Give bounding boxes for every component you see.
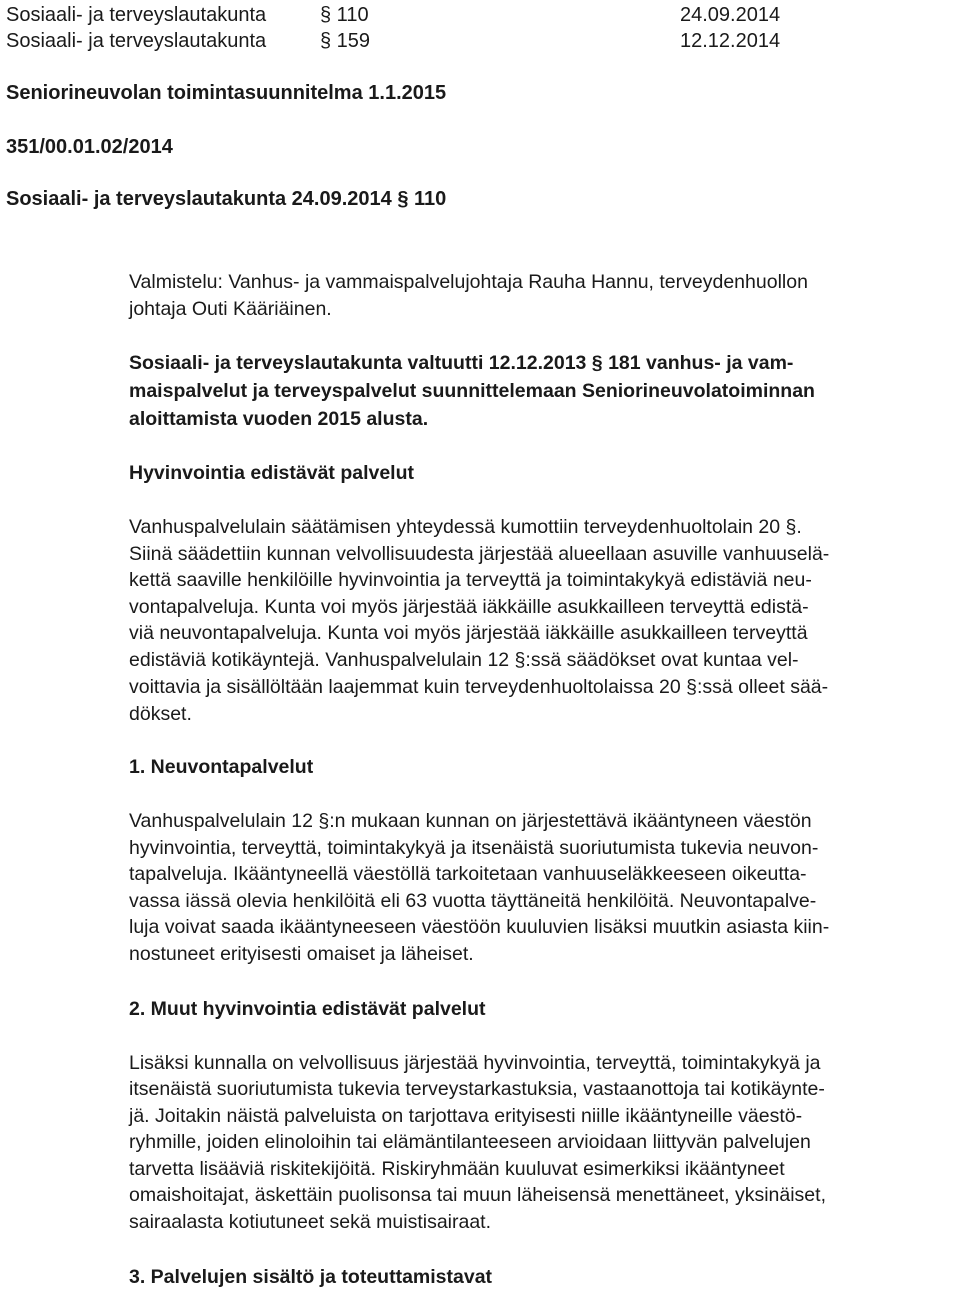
- paragraph-line: nostuneet erityisesti omaiset ja läheiset.: [129, 943, 474, 965]
- paragraph-line: Vanhuspalvelulain 12 §:n mukaan kunnan on järjestettävä ikääntyneen väestön: [129, 810, 812, 832]
- paragraph-line: omaishoitajat, äskettäin puolisonsa tai muun läheisensä menettäneet, yksinäiset,: [129, 1184, 826, 1206]
- header-date-1: 24.09.2014: [680, 4, 781, 26]
- mandate-line: maispalvelut ja terveyspalvelut suunnittelemaan Seniorineuvolatoiminnan: [129, 380, 815, 402]
- paragraph-line: jä. Joitakin näistä palveluista on tarjottava erityisesti niille ikääntyneille väestö-: [129, 1105, 803, 1127]
- section-heading-1: 1. Neuvontapalvelut: [129, 756, 314, 778]
- paragraph-line: hyvinvointia, terveyttä, toimintakykyä ja itsenäistä suoriutumista tukevia neuvon-: [129, 837, 819, 859]
- preparation-line: Valmistelu: Vanhus- ja vammaispalvelujohtaja Rauha Hannu, terveydenhuollon: [129, 271, 808, 293]
- paragraph-line: sairaalasta kotiutuneet sekä muistisairaat.: [129, 1211, 492, 1233]
- header-organ-1: Sosiaali- ja terveyslautakunta: [6, 4, 267, 26]
- diary-number: 351/00.01.02/2014: [6, 136, 173, 158]
- paragraph-line: kettä saaville henkilöille hyvinvointia ja terveyttä ja toimintakykyä edistäviä neu-: [129, 569, 812, 591]
- paragraph-line: viä neuvontapalveluja. Kunta voi myös järjestää iäkkäille asukkailleen terveyttä: [129, 622, 808, 644]
- header-organ-2: Sosiaali- ja terveyslautakunta: [6, 30, 267, 52]
- paragraph-line: tarvetta lisääviä riskitekijöitä. Riskiryhmään kuuluvat esimerkiksi ikääntyneet: [129, 1158, 785, 1180]
- document-title: Seniorineuvolan toimintasuunnitelma 1.1.2015: [6, 82, 447, 104]
- header-section-2: § 159: [320, 30, 371, 52]
- paragraph-line: dökset.: [129, 703, 192, 725]
- mandate-line: aloittamista vuoden 2015 alusta.: [129, 408, 429, 430]
- paragraph-line: Vanhuspalvelulain säätämisen yhteydessä kumottiin terveydenhuoltolain 20 §.: [129, 516, 802, 538]
- section-heading-2: 2. Muut hyvinvointia edistävät palvelut: [129, 998, 486, 1020]
- preparation-line: johtaja Outi Kääriäinen.: [129, 298, 332, 320]
- paragraph-line: Siinä säädettiin kunnan velvollisuudesta järjestää alueellaan asuville vanhuuselä-: [129, 543, 830, 565]
- paragraph-line: vassa iässä olevia henkilöitä eli 63 vuotta täyttäneitä henkilöitä. Neuvontapalve-: [129, 890, 817, 912]
- header-section-1: § 110: [320, 4, 369, 26]
- paragraph-line: vontapalveluja. Kunta voi myös järjestää iäkkäille asukkailleen terveyttä edistä-: [129, 596, 809, 618]
- paragraph-line: itsenäistä suoriutumista tukevia terveystarkastuksia, vastaanottoja tai kotikäynte-: [129, 1078, 825, 1100]
- meeting-reference: Sosiaali- ja terveyslautakunta 24.09.2014 § 110: [6, 188, 447, 210]
- paragraph-line: edistäviä kotikäyntejä. Vanhuspalvelulain 12 §:ssä säädökset ovat kuntaa vel-: [129, 649, 799, 671]
- section-heading-3: 3. Palvelujen sisältö ja toteuttamistavat: [129, 1266, 493, 1288]
- mandate-line: Sosiaali- ja terveyslautakunta valtuutti 12.12.2013 § 181 vanhus- ja vam-: [129, 352, 794, 374]
- paragraph-line: luja voivat saada ikääntyneeseen väestöön kuuluvien lisäksi muutkin asiasta kiin-: [129, 916, 830, 938]
- paragraph-line: Lisäksi kunnalla on velvollisuus järjestää hyvinvointia, terveyttä, toimintakykyä ja: [129, 1052, 821, 1074]
- paragraph-line: voittavia ja sisällöltään laajemmat kuin terveydenhuoltolaissa 20 §:ssä olleet sää-: [129, 676, 829, 698]
- header-date-2: 12.12.2014: [680, 30, 781, 52]
- paragraph-line: tapalveluja. Ikääntyneellä väestöllä tarkoitetaan vanhuuseläkkeeseen oikeutta-: [129, 863, 807, 885]
- paragraph-line: ryhmille, joiden elinoloihin tai elämäntilanteeseen arvioidaan liittyvän palvelujen: [129, 1131, 811, 1153]
- section-heading-wellbeing: Hyvinvointia edistävät palvelut: [129, 462, 415, 484]
